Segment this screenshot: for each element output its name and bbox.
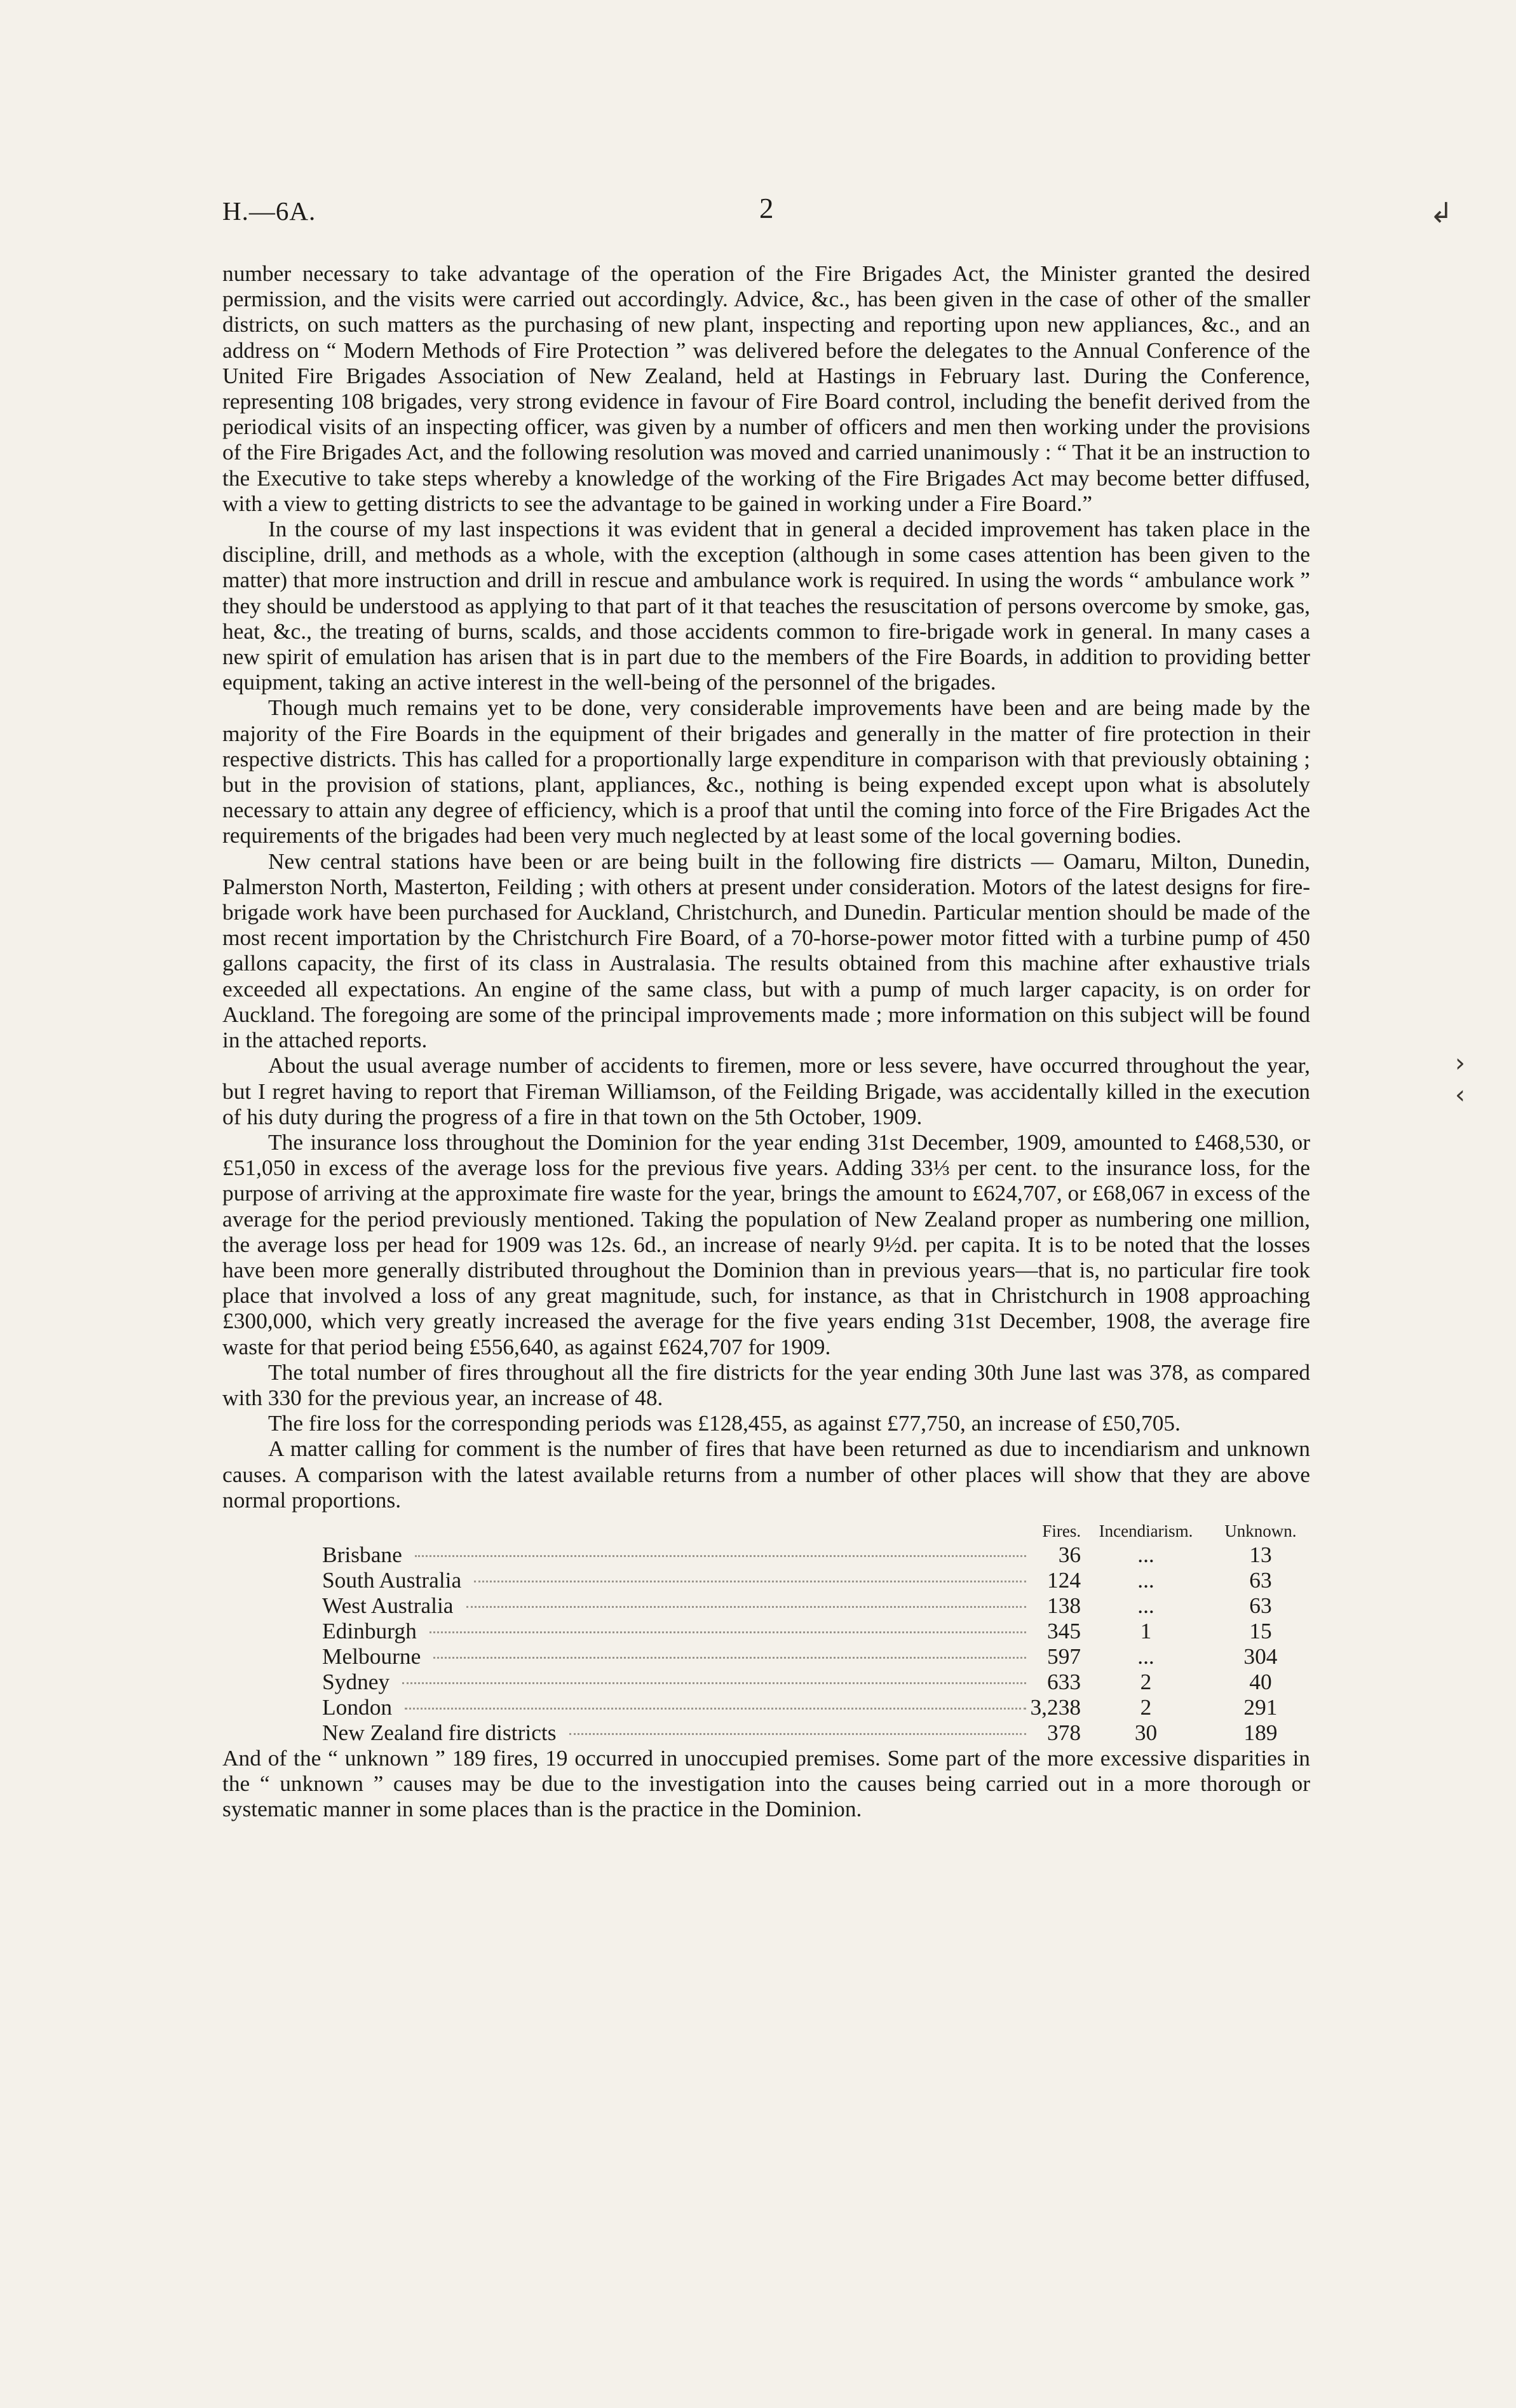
table-row xyxy=(222,1720,1310,1745)
incendiarism-cell: 1 xyxy=(1140,1617,1152,1643)
paragraph: Though much remains yet to be done, very considerable improvements have been and are being made by the majority of the Fire Boards in the equipment of their brigades and generally in the matter of fire protection in their respective districts. This has called for a proportionally large expenditure in comparison with that previously obtaining ; but in the provision of stations, plant, appliances, &c., nothing is being expended except upon what is absolutely necessary to attain any degree of efficiency, which is a proof that until the coming into force of the Fire Brigades Act the requirements of the brigades had been very much neglected by at least some of the local governing bodies. xyxy=(222,695,1310,848)
fires-comparison-table xyxy=(222,1521,1310,1745)
unknown-cell: 40 xyxy=(1249,1668,1272,1694)
table-row xyxy=(222,1618,1310,1643)
incendiarism-cell: 30 xyxy=(1134,1719,1158,1745)
margin-mark: › xyxy=(1455,1049,1465,1078)
fires-column-header: Fires. xyxy=(1042,1521,1081,1541)
unknown-cell: 291 xyxy=(1243,1694,1278,1720)
place-cell xyxy=(222,1720,1030,1745)
place-name: West Australia xyxy=(322,1592,454,1618)
paragraph: About the usual average number of accidents to firemen, more or less severe, have occurred throughout the year, but I regret having to report that Fireman Williamson, of the Feilding Brigade, was accidentally killed in the execution of his duty during the progress of a fire in that town on the 5th October, 1909. xyxy=(222,1052,1310,1129)
place-cell xyxy=(222,1618,1030,1643)
place-cell xyxy=(222,1694,1030,1720)
fires-cell: 597 xyxy=(1047,1643,1081,1669)
incendiarism-cell: 2 xyxy=(1140,1668,1152,1694)
body-text xyxy=(222,261,1310,1822)
fires-cell: 378 xyxy=(1047,1719,1081,1745)
page-header xyxy=(222,193,1322,234)
document-id: H.—6A. xyxy=(222,196,316,226)
fires-cell: 36 xyxy=(1058,1541,1081,1567)
place-name: Edinburgh xyxy=(322,1617,417,1643)
fires-comparison-table-wrap xyxy=(222,1521,1310,1745)
dot-leader xyxy=(402,1682,1026,1684)
closing-paragraph: And of the “ unknown ” 189 fires, 19 occurred in unoccupied premises. Some part of the more excessive disparities in the “ unknown ” causes may be due to the investigation into the causes being carried out in a more thorough or systematic manner in some places than is the practice in the Dominion. xyxy=(222,1745,1310,1822)
paragraph: The fire loss for the corresponding periods was £128,455, as against £77,750, an increase of £50,705. xyxy=(268,1410,1181,1436)
place-cell xyxy=(222,1669,1030,1694)
paragraph: The insurance loss throughout the Dominion for the year ending 31st December, 1909, amounted to £468,530, or £51,050 in excess of the average loss for the previous five years. Adding 33⅓ per cent. to the insurance loss, for the purpose of arriving at the approximate fire waste for the year, brings the amount to £624,707, or £68,067 in excess of the average for the period previously mentioned. Taking the population of New Zealand proper as numbering one million, the average loss per head for 1909 was 12s. 6d., an increase of nearly 9½d. per capita. It is to be noted that the losses have been more generally distributed throughout the Dominion than in previous years—that is, no particular fire took place that involved a loss of any great magnitude, such, for instance, as that in Christchurch in 1908 approaching £300,000, which very greatly increased the average for the five years ending 31st December, 1908, the average fire waste for that period being £556,640, as against £624,707 for 1909. xyxy=(222,1129,1310,1359)
margin-mark: ↲ xyxy=(1430,197,1453,229)
dot-leader xyxy=(569,1733,1027,1735)
place-cell xyxy=(222,1567,1030,1593)
table-row xyxy=(222,1643,1310,1669)
paragraph: number necessary to take advantage of the operation of the Fire Brigades Act, the Minister granted the desired permission, and the visits were carried out accordingly. Advice, &c., has been given in the case of other of the smaller districts, on such matters as the purchasing of new plant, inspecting and reporting upon new appliances, &c., and an address on “ Modern Methods of Fire Protection ” was delivered before the delegates to the Annual Conference of the United Fire Brigades Association of New Zealand, held at Hastings in February last. During the Conference, representing 108 brigades, very strong evidence in favour of Fire Board control, including the benefit derived from the periodical visits of an inspecting officer, was given by a number of officers and men then working under the provisions of the Fire Brigades Act, and the following resolution was moved and carried unanimously : “ That it be an instruction to the Executive to take steps whereby a knowledge of the working of the Fire Brigades Act may become better diffused, with a view to getting districts to see the advantage to be gained in working under a Fire Board.” xyxy=(222,261,1310,516)
place-name: Brisbane xyxy=(322,1541,402,1567)
page-number: 2 xyxy=(759,193,774,224)
place-name: New Zealand fire districts xyxy=(322,1719,557,1745)
unknown-cell: 13 xyxy=(1249,1541,1272,1567)
dot-leader xyxy=(430,1631,1026,1633)
unknown-column-header: Unknown. xyxy=(1224,1521,1297,1541)
fires-cell: 124 xyxy=(1047,1567,1081,1593)
incendiarism-cell: ... xyxy=(1137,1567,1154,1593)
dot-leader xyxy=(466,1606,1027,1608)
table-row xyxy=(222,1694,1310,1720)
unknown-cell: 189 xyxy=(1243,1719,1278,1745)
incendiarism-cell: ... xyxy=(1137,1592,1154,1618)
place-name: South Australia xyxy=(322,1567,462,1593)
table-row xyxy=(222,1567,1310,1593)
table-row xyxy=(222,1542,1310,1567)
unknown-cell: 304 xyxy=(1243,1643,1278,1669)
place-cell xyxy=(222,1643,1030,1669)
dot-leader xyxy=(415,1555,1026,1557)
table-row xyxy=(222,1593,1310,1618)
margin-mark: ‹ xyxy=(1455,1080,1465,1110)
paragraph: New central stations have been or are being built in the following fire districts — Oamaru, Milton, Dunedin, Palmerston North, Masterton, Feilding ; with others at present under consideration. Motors of the latest designs for fire-brigade work have been purchased for Auckland, Christchurch, and Dunedin. Particular mention should be made of the most recent importation by the Christchurch Fire Board, of a 70-horse-power motor fitted with a turbine pump of 450 gallons capacity, the first of its class in Australasia. The results obtained from this machine after exhaustive trials exceeded all expectations. An engine of the same class, but with a pump of much larger capacity, is on order for Auckland. The foregoing are some of the principal improvements made ; more information on this subject will be found in the attached reports. xyxy=(222,848,1310,1053)
dot-leader xyxy=(433,1657,1026,1659)
fires-cell: 633 xyxy=(1047,1668,1081,1694)
incendiarism-cell: ... xyxy=(1137,1643,1154,1669)
place-cell xyxy=(222,1593,1030,1618)
incendiarism-cell: 2 xyxy=(1140,1694,1152,1720)
paragraph: In the course of my last inspections it was evident that in general a decided improvement has taken place in the discipline, drill, and methods as a whole, with the exception (although in some cases attention has been given to the matter) that more instruction and drill in rescue and ambulance work is required. In using the words “ ambulance work ” they should be understood as applying to that part of it that teaches the resuscitation of persons overcome by smoke, gas, heat, &c., the treating of burns, scalds, and those accidents common to fire-brigade work in general. In many cases a new spirit of emulation has arisen that is in part due to the members of the Fire Boards, in addition to providing better equipment, taking an active interest in the well-being of the personnel of the brigades. xyxy=(222,516,1310,695)
place-name: London xyxy=(322,1694,393,1720)
place-cell xyxy=(222,1542,1030,1567)
dot-leader xyxy=(405,1708,1026,1710)
unknown-cell: 63 xyxy=(1249,1567,1272,1593)
place-name: Melbourne xyxy=(322,1643,421,1669)
paragraph: A matter calling for comment is the number of fires that have been returned as due to incendiarism and unknown causes. A comparison with the latest available returns from a number of other places will show that they are above normal proportions. xyxy=(222,1436,1310,1513)
unknown-cell: 15 xyxy=(1249,1617,1272,1643)
table-row xyxy=(222,1669,1310,1694)
dot-leader xyxy=(474,1581,1026,1582)
incendiarism-column-header: Incendiarism. xyxy=(1099,1521,1193,1541)
place-column-header xyxy=(222,1521,1030,1542)
fires-cell: 138 xyxy=(1047,1592,1081,1618)
place-name: Sydney xyxy=(322,1668,390,1694)
unknown-cell: 63 xyxy=(1249,1592,1272,1618)
incendiarism-cell: ... xyxy=(1137,1541,1154,1567)
fires-cell: 3,238 xyxy=(1030,1694,1081,1720)
paragraph: The total number of fires throughout all the fire districts for the year ending 30th June last was 378, as compared with 330 for the previous year, an increase of 48. xyxy=(222,1359,1310,1410)
table-header-row xyxy=(222,1521,1310,1542)
table-body xyxy=(222,1542,1310,1745)
fires-cell: 345 xyxy=(1047,1617,1081,1643)
